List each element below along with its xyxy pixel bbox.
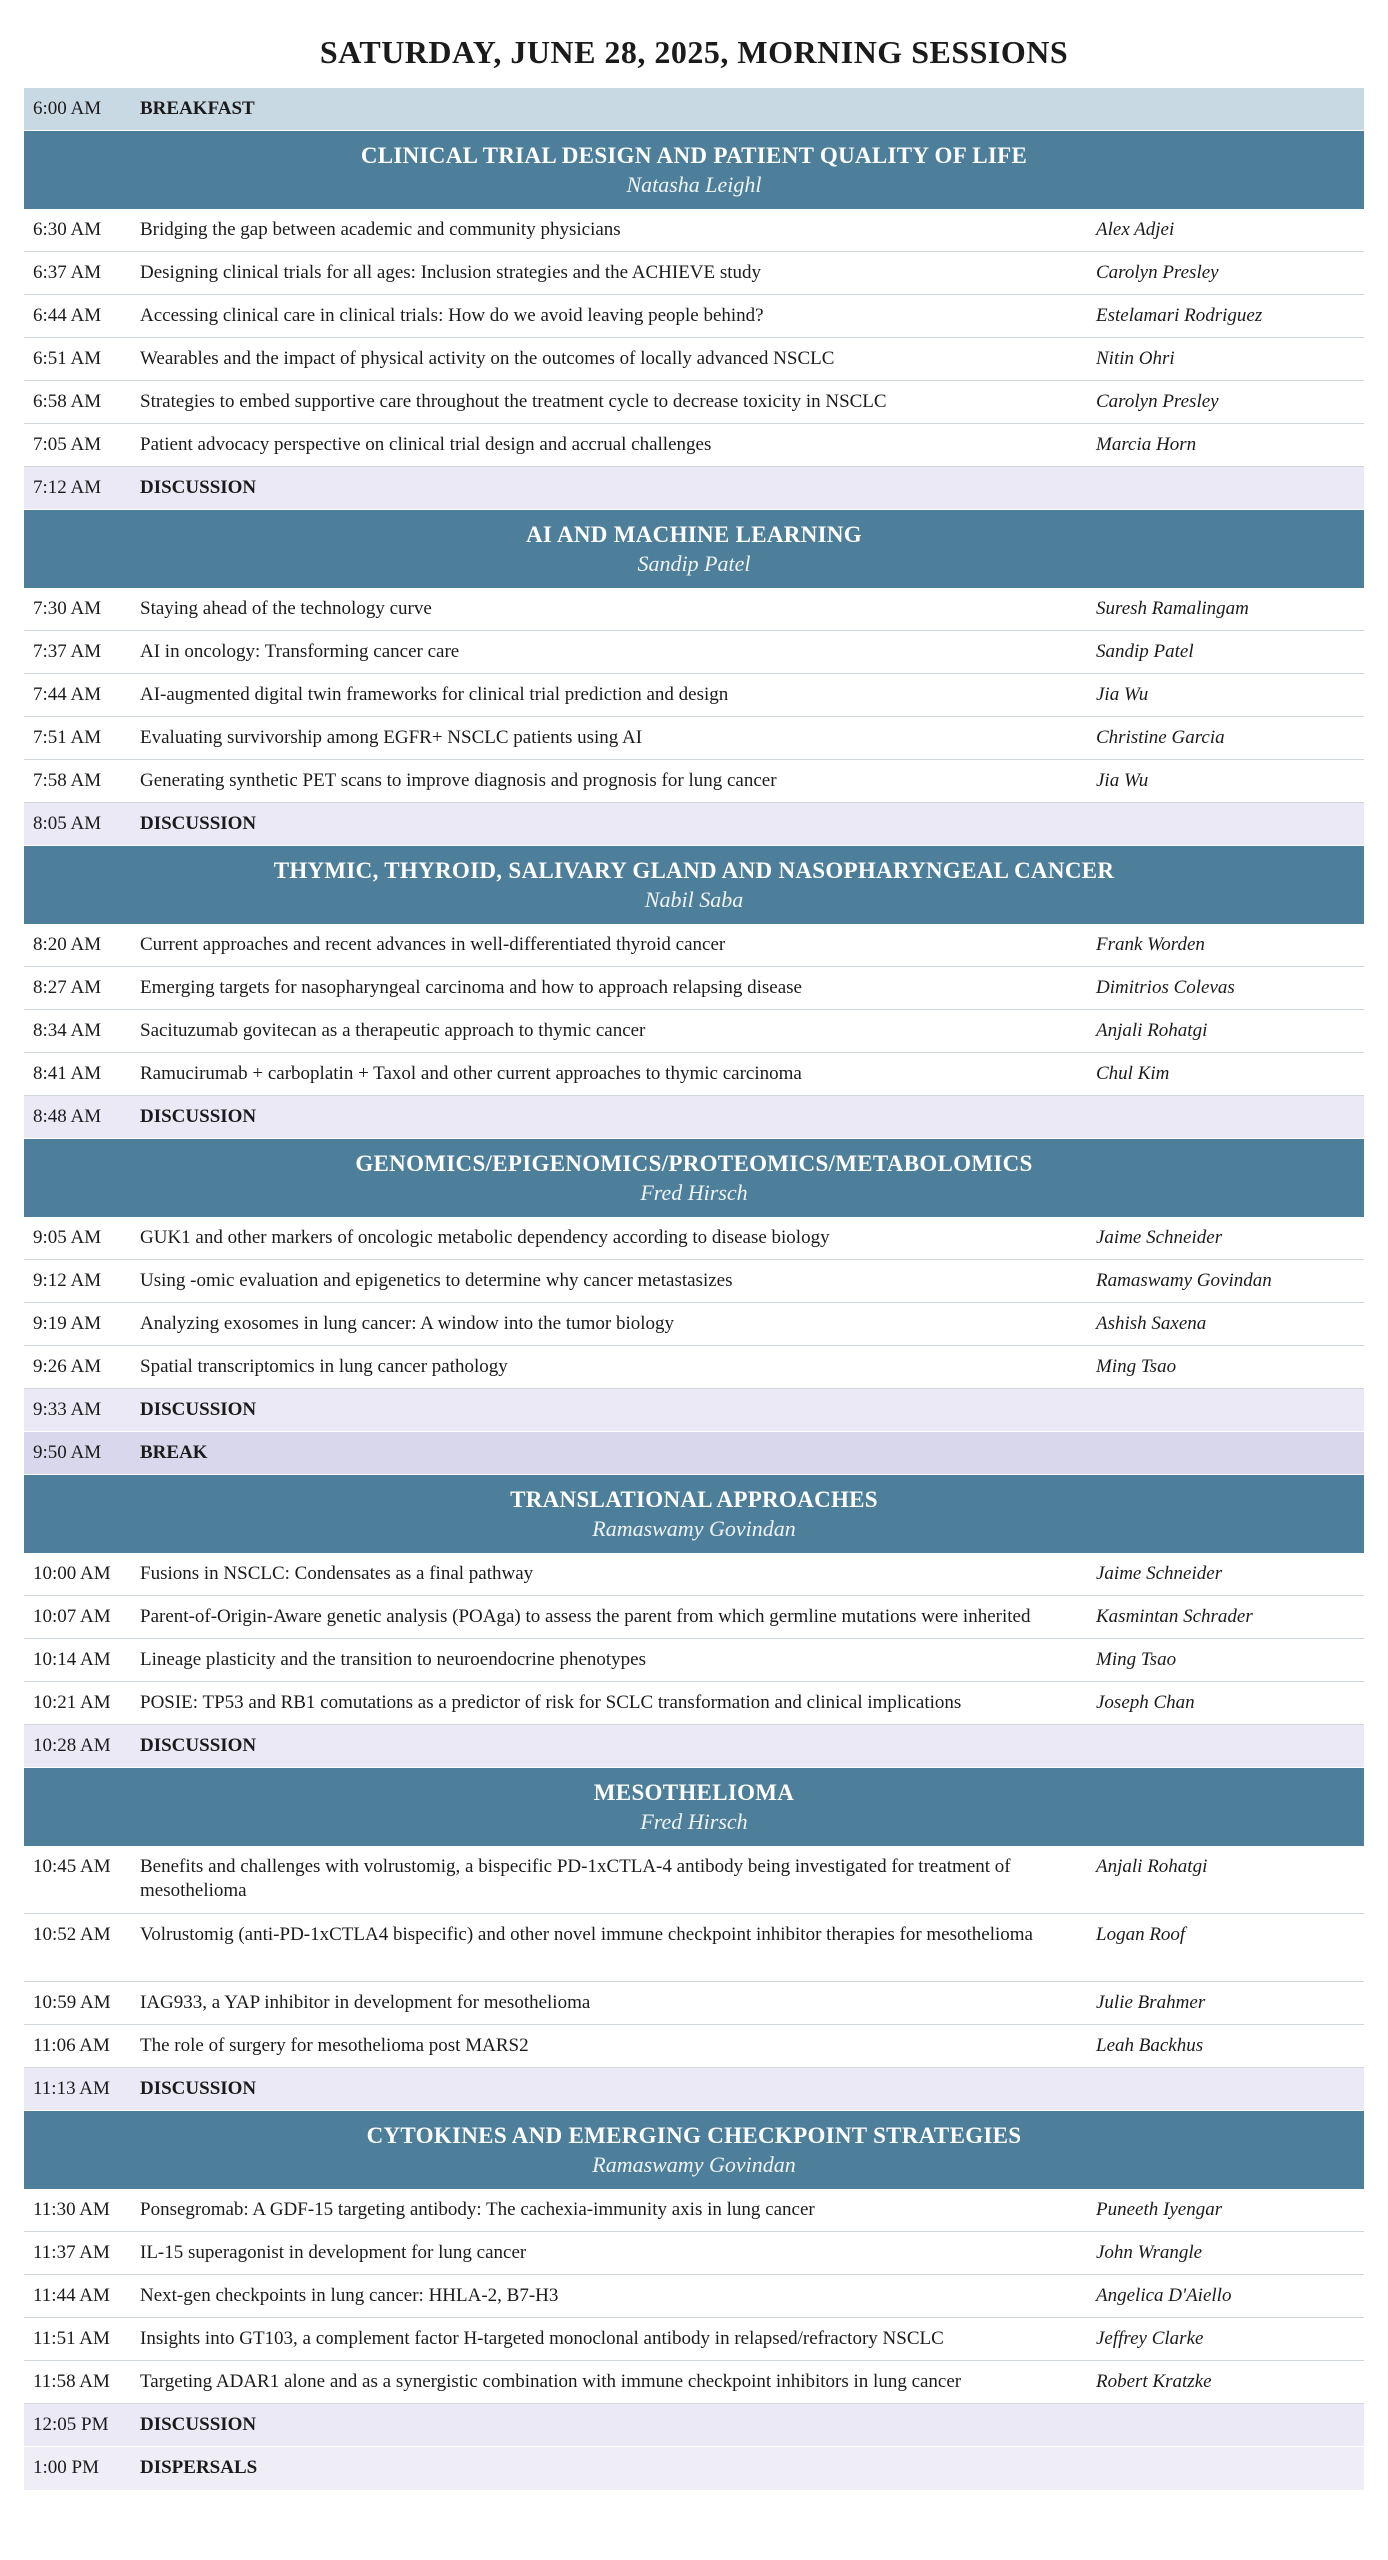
speaker-name: Chul Kim	[1096, 1063, 1170, 1084]
session-title: TRANSLATIONAL APPROACHES	[510, 1487, 878, 1512]
talk-topic: Designing clinical trials for all ages: Inclusion strategies and the ACHIEVE study	[140, 262, 762, 283]
time-cell: 9:19 AM	[33, 1313, 102, 1334]
row-label: DISCUSSION	[140, 813, 257, 834]
time-cell: 6:00 AM	[33, 98, 102, 119]
talk-row	[24, 2232, 1364, 2275]
talk-row	[24, 209, 1364, 252]
session-header	[24, 846, 1364, 924]
talk-topic: Strategies to embed supportive care throughout the treatment cycle to decrease toxicity in NSCLC	[140, 391, 887, 412]
talk-topic: Ramucirumab + carboplatin + Taxol and other current approaches to thymic carcinoma	[140, 1063, 802, 1084]
speaker-name: Ming Tsao	[1096, 1649, 1177, 1670]
schedule-table	[24, 88, 1364, 2490]
session-title: CYTOKINES AND EMERGING CHECKPOINT STRATEGIES	[366, 2123, 1022, 2148]
talk-topic: Insights into GT103, a complement factor H-targeted monoclonal antibody in relapsed/refractory NSCLC	[140, 2328, 944, 2349]
speaker-name: Jaime Schneider	[1096, 1563, 1223, 1584]
session-chair: Ramaswamy Govindan	[592, 2152, 796, 2177]
talk-topic: Current approaches and recent advances in well-differentiated thyroid cancer	[140, 934, 726, 955]
session-header	[24, 510, 1364, 588]
session-chair: Fred Hirsch	[640, 1180, 748, 1205]
talk-topic: Sacituzumab govitecan as a therapeutic approach to thymic cancer	[140, 1020, 646, 1041]
session-chair: Fred Hirsch	[640, 1809, 748, 1834]
speaker-name: Carolyn Presley	[1096, 391, 1219, 412]
row-label: DISCUSSION	[140, 2414, 257, 2435]
talk-row	[24, 1553, 1364, 1596]
talk-topic: Generating synthetic PET scans to improve diagnosis and prognosis for lung cancer	[140, 770, 777, 791]
discussion-row	[24, 1096, 1364, 1139]
session-title: CLINICAL TRIAL DESIGN AND PATIENT QUALITY OF LIFE	[360, 143, 1028, 168]
talk-topic: Ponsegromab: A GDF-15 targeting antibody: The cachexia-immunity axis in lung cancer	[140, 2199, 815, 2220]
talk-row	[24, 424, 1364, 467]
time-cell: 11:13 AM	[33, 2078, 110, 2099]
talk-row	[24, 2275, 1364, 2318]
time-cell: 10:07 AM	[33, 1606, 111, 1627]
session-header	[24, 2111, 1364, 2189]
time-cell: 8:27 AM	[33, 977, 102, 998]
time-cell: 7:58 AM	[33, 770, 102, 791]
time-cell: 6:30 AM	[33, 219, 102, 240]
speaker-name: Nitin Ohri	[1096, 348, 1175, 369]
talk-topic: Lineage plasticity and the transition to neuroendocrine phenotypes	[140, 1649, 646, 1670]
time-cell: 7:51 AM	[33, 727, 102, 748]
speaker-name: Carolyn Presley	[1096, 262, 1219, 283]
talk-topic: Wearables and the impact of physical activity on the outcomes of locally advanced NSCLC	[140, 348, 835, 369]
talk-topic: Emerging targets for nasopharyngeal carcinoma and how to approach relapsing disease	[140, 977, 802, 998]
talk-row	[24, 2318, 1364, 2361]
session-header	[24, 1475, 1364, 1553]
discussion-row	[24, 2404, 1364, 2447]
time-cell: 10:59 AM	[33, 1992, 111, 2013]
speaker-name: Suresh Ramalingam	[1096, 598, 1249, 619]
speaker-name: Alex Adjei	[1096, 219, 1175, 240]
speaker-name: Joseph Chan	[1096, 1692, 1195, 1713]
talk-row	[24, 1982, 1364, 2025]
speaker-name: Ashish Saxena	[1096, 1313, 1207, 1334]
talk-row	[24, 924, 1364, 967]
time-cell: 6:37 AM	[33, 262, 102, 283]
row-label: DISCUSSION	[140, 477, 257, 498]
time-cell: 11:37 AM	[33, 2242, 110, 2263]
time-cell: 6:51 AM	[33, 348, 102, 369]
talk-topic: POSIE: TP53 and RB1 comutations as a predictor of risk for SCLC transformation and clinical implications	[140, 1692, 962, 1713]
talk-row	[24, 1639, 1364, 1682]
discussion-row	[24, 803, 1364, 846]
talk-row	[24, 967, 1364, 1010]
talk-topic: Evaluating survivorship among EGFR+ NSCLC patients using AI	[140, 727, 643, 748]
talk-row	[24, 1596, 1364, 1639]
talk-topic: Bridging the gap between academic and community physicians	[140, 219, 621, 240]
row-label: DISCUSSION	[140, 2078, 257, 2099]
talk-topic: The role of surgery for mesothelioma post MARS2	[140, 2035, 529, 2056]
session-title: THYMIC, THYROID, SALIVARY GLAND AND NASOPHARYNGEAL CANCER	[273, 858, 1115, 883]
speaker-name: Kasmintan Schrader	[1096, 1606, 1253, 1627]
talk-topic: Accessing clinical care in clinical trials: How do we avoid leaving people behind?	[140, 305, 764, 326]
time-cell: 7:30 AM	[33, 598, 102, 619]
speaker-name: Leah Backhus	[1096, 2035, 1204, 2056]
session-title: MESOTHELIOMA	[593, 1780, 795, 1805]
session-title: AI AND MACHINE LEARNING	[526, 522, 862, 547]
talk-topic: AI in oncology: Transforming cancer care	[140, 641, 460, 662]
break-row	[24, 1432, 1364, 1475]
discussion-row	[24, 1725, 1364, 1768]
speaker-name: Jeffrey Clarke	[1096, 2328, 1204, 2349]
talk-row	[24, 674, 1364, 717]
session-chair: Nabil Saba	[644, 887, 744, 912]
talk-row	[24, 1914, 1364, 1982]
row-label: DISPERSALS	[140, 2457, 258, 2478]
speaker-name: Anjali Rohatgi	[1096, 1856, 1208, 1877]
time-cell: 9:05 AM	[33, 1227, 102, 1248]
speaker-name: Julie Brahmer	[1096, 1992, 1206, 2013]
talk-row	[24, 295, 1364, 338]
session-header	[24, 1139, 1364, 1217]
talk-row	[24, 1217, 1364, 1260]
talk-topic: Patient advocacy perspective on clinical trial design and accrual challenges	[140, 434, 712, 455]
time-cell: 7:12 AM	[33, 477, 102, 498]
speaker-name: Logan Roof	[1096, 1924, 1186, 1945]
time-cell: 11:30 AM	[33, 2199, 110, 2220]
time-cell: 12:05 PM	[33, 2414, 109, 2435]
talk-row	[24, 1682, 1364, 1725]
time-cell: 7:37 AM	[33, 641, 102, 662]
dispersals-row	[24, 2447, 1364, 2490]
talk-topic: Spatial transcriptomics in lung cancer pathology	[140, 1356, 508, 1377]
time-cell: 9:50 AM	[33, 1442, 102, 1463]
speaker-name: Jia Wu	[1096, 770, 1149, 791]
speaker-name: Frank Worden	[1096, 934, 1205, 955]
time-cell: 9:12 AM	[33, 1270, 102, 1291]
time-cell: 8:41 AM	[33, 1063, 102, 1084]
talk-row	[24, 588, 1364, 631]
talk-row	[24, 1053, 1364, 1096]
time-cell: 8:20 AM	[33, 934, 102, 955]
talk-row	[24, 2025, 1364, 2068]
talk-row	[24, 2361, 1364, 2404]
row-label: BREAK	[140, 1442, 208, 1463]
time-cell: 8:05 AM	[33, 813, 102, 834]
time-cell: 11:44 AM	[33, 2285, 110, 2306]
discussion-row	[24, 467, 1364, 510]
page-title: SATURDAY, JUNE 28, 2025, MORNING SESSIONS	[319, 34, 1069, 70]
discussion-row	[24, 1389, 1364, 1432]
talk-topic: Fusions in NSCLC: Condensates as a final pathway	[140, 1563, 534, 1584]
talk-row	[24, 2189, 1364, 2232]
time-cell: 7:44 AM	[33, 684, 102, 705]
time-cell: 6:44 AM	[33, 305, 102, 326]
speaker-name: Jia Wu	[1096, 684, 1149, 705]
row-label: DISCUSSION	[140, 1735, 257, 1756]
row-label: BREAKFAST	[140, 98, 255, 119]
talk-topic: Benefits and challenges with volrustomig, a bispecific PD-1xCTLA-4 antibody being investigated for treatment of mesothelioma	[140, 1856, 1011, 1901]
session-title: GENOMICS/EPIGENOMICS/PROTEOMICS/METABOLOMICS	[355, 1151, 1033, 1176]
time-cell: 9:33 AM	[33, 1399, 102, 1420]
speaker-name: Robert Kratzke	[1096, 2371, 1212, 2392]
row-label: DISCUSSION	[140, 1106, 257, 1127]
time-cell: 7:05 AM	[33, 434, 102, 455]
time-cell: 10:28 AM	[33, 1735, 111, 1756]
speaker-name: Christine Garcia	[1096, 727, 1225, 748]
time-cell: 11:06 AM	[33, 2035, 110, 2056]
time-cell: 10:14 AM	[33, 1649, 111, 1670]
talk-topic: Parent-of-Origin-Aware genetic analysis (POAga) to assess the parent from which germline mutations were inherited	[140, 1606, 1031, 1627]
time-cell: 10:45 AM	[33, 1856, 111, 1877]
talk-topic: AI-augmented digital twin frameworks for clinical trial prediction and design	[140, 684, 729, 705]
time-cell: 10:00 AM	[33, 1563, 111, 1584]
talk-row	[24, 1346, 1364, 1389]
session-chair: Ramaswamy Govindan	[592, 1516, 796, 1541]
row-label: DISCUSSION	[140, 1399, 257, 1420]
speaker-name: Marcia Horn	[1096, 434, 1197, 455]
time-cell: 10:52 AM	[33, 1924, 111, 1945]
talk-row	[24, 631, 1364, 674]
time-cell: 1:00 PM	[33, 2457, 99, 2478]
speaker-name: Ming Tsao	[1096, 1356, 1177, 1377]
talk-row	[24, 252, 1364, 295]
time-cell: 8:48 AM	[33, 1106, 102, 1127]
time-cell: 6:58 AM	[33, 391, 102, 412]
talk-topic: Next-gen checkpoints in lung cancer: HHLA-2, B7-H3	[140, 2285, 559, 2306]
talk-topic: GUK1 and other markers of oncologic metabolic dependency according to disease biology	[140, 1227, 830, 1248]
talk-row	[24, 760, 1364, 803]
session-chair: Natasha Leighl	[626, 172, 762, 197]
time-cell: 9:26 AM	[33, 1356, 102, 1377]
talk-row	[24, 381, 1364, 424]
time-cell: 10:21 AM	[33, 1692, 111, 1713]
talk-topic: Targeting ADAR1 alone and as a synergistic combination with immune checkpoint inhibitors in lung cancer	[140, 2371, 962, 2392]
talk-row	[24, 338, 1364, 381]
speaker-name: Estelamari Rodriguez	[1096, 305, 1263, 326]
session-chair: Sandip Patel	[637, 551, 751, 576]
speaker-name: Ramaswamy Govindan	[1096, 1270, 1272, 1291]
speaker-name: Angelica D'Aiello	[1096, 2285, 1232, 2306]
talk-row	[24, 1846, 1364, 1914]
talk-row	[24, 1303, 1364, 1346]
speaker-name: Anjali Rohatgi	[1096, 1020, 1208, 1041]
talk-topic: Analyzing exosomes in lung cancer: A window into the tumor biology	[140, 1313, 675, 1334]
speaker-name: Jaime Schneider	[1096, 1227, 1223, 1248]
breakfast-row	[24, 88, 1364, 131]
time-cell: 8:34 AM	[33, 1020, 102, 1041]
time-cell: 11:51 AM	[33, 2328, 110, 2349]
talk-topic: Volrustomig (anti-PD-1xCTLA4 bispecific) and other novel immune checkpoint inhibitor therapies for mesothelioma	[140, 1924, 1033, 1945]
talk-row	[24, 717, 1364, 760]
speaker-name: Dimitrios Colevas	[1096, 977, 1235, 998]
time-cell: 11:58 AM	[33, 2371, 110, 2392]
talk-topic: IL-15 superagonist in development for lung cancer	[140, 2242, 527, 2263]
speaker-name: Puneeth Iyengar	[1096, 2199, 1223, 2220]
speaker-name: Sandip Patel	[1096, 641, 1194, 662]
session-header	[24, 131, 1364, 209]
session-header	[24, 1768, 1364, 1846]
talk-row	[24, 1010, 1364, 1053]
talk-topic: Using -omic evaluation and epigenetics to determine why cancer metastasizes	[140, 1270, 733, 1291]
discussion-row	[24, 2068, 1364, 2111]
talk-topic: Staying ahead of the technology curve	[140, 598, 432, 619]
talk-topic: IAG933, a YAP inhibitor in development for mesothelioma	[140, 1992, 591, 2013]
speaker-name: John Wrangle	[1096, 2242, 1203, 2263]
talk-row	[24, 1260, 1364, 1303]
